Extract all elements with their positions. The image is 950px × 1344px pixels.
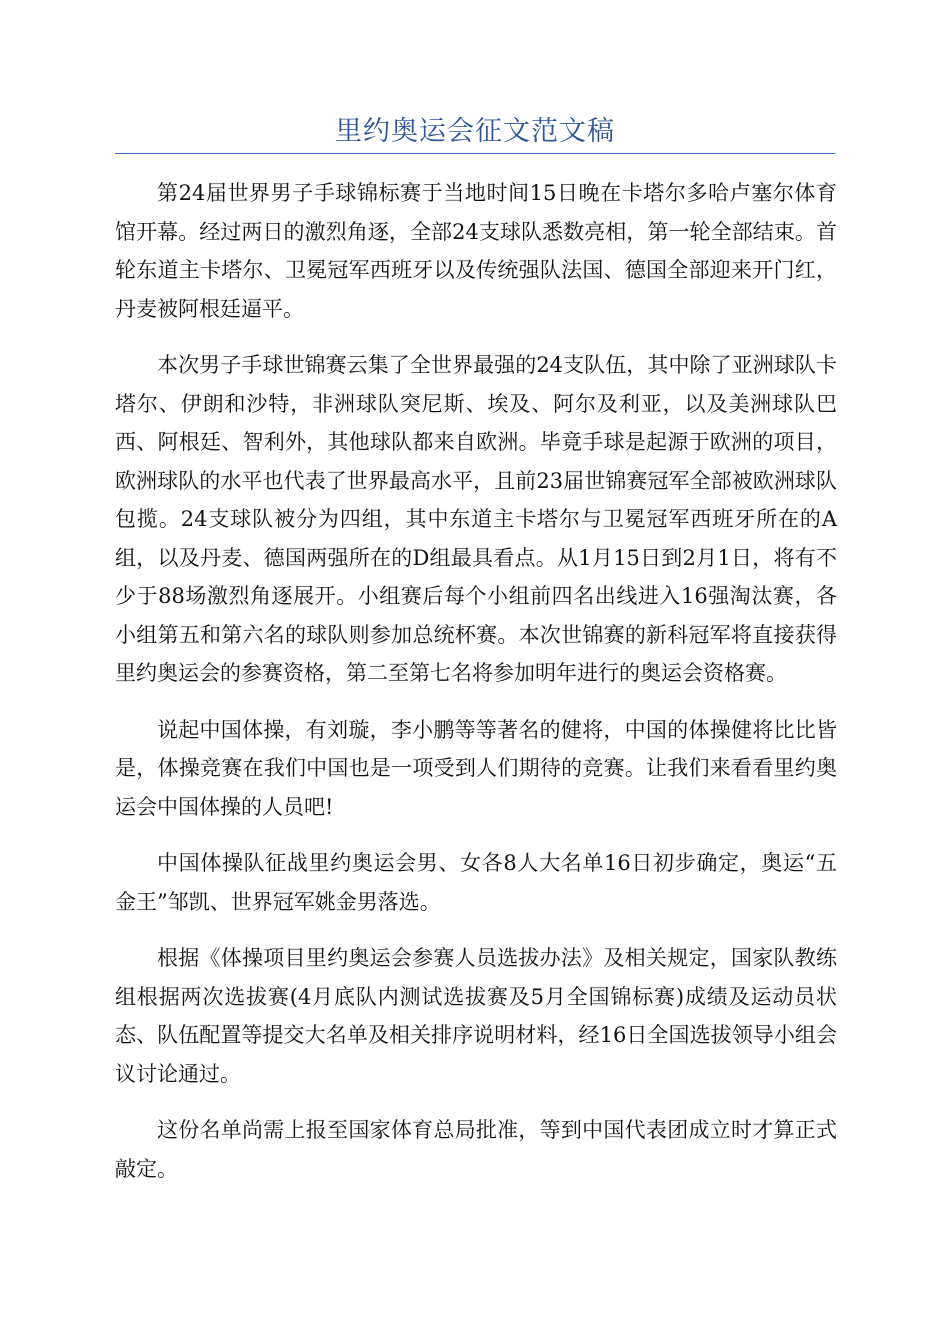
document-body	[115, 174, 837, 1206]
paragraph-5: 根据《体操项目里约奥运会参赛人员选拔办法》及相关规定，国家队教练组根据两次选拔赛(4月底队内测试选拔赛及5月全国锦标赛)成绩及运动员状态、队伍配置等提交大名单及相关排序说明材料，经16日全国选拔领导小组会议讨论通过。	[115, 946, 837, 1086]
paragraph-1: 第24届世界男子手球锦标赛于当地时间15日晚在卡塔尔多哈卢塞尔体育馆开幕。经过两日的激烈角逐，全部24支球队悉数亮相，第一轮全部结束。首轮东道主卡塔尔、卫冕冠军西班牙以及传统强队法国、德国全部迎来开门红，丹麦被阿根廷逼平。	[115, 181, 837, 321]
paragraph-2: 本次男子手球世锦赛云集了全世界最强的24支队伍，其中除了亚洲球队卡塔尔、伊朗和沙特，非洲球队突尼斯、埃及、阿尔及利亚，以及美洲球队巴西、阿根廷、智利外，其他球队都来自欧洲。毕竟手球是起源于欧洲的项目，欧洲球队的水平也代表了世界最高水平，且前23届世锦赛冠军全部被欧洲球队包揽。24支球队被分为四组，其中东道主卡塔尔与卫冕冠军西班牙所在的A组，以及丹麦、德国两强所在的D组最具看点。从1月15日到2月1日，将有不少于88场激烈角逐展开。小组赛后每个小组前四名出线进入16强淘汰赛，各小组第五和第六名的球队则参加总统杯赛。本次世锦赛的新科冠军将直接获得里约奥运会的参赛资格，第二至第七名将参加明年进行的奥运会资格赛。	[115, 353, 837, 685]
document-title: 里约奥运会征文范文稿	[335, 116, 615, 147]
paragraph-6: 这份名单尚需上报至国家体育总局批准，等到中国代表团成立时才算正式敲定。	[115, 1118, 837, 1181]
paragraph-4: 中国体操队征战里约奥运会男、女各8人大名单16日初步确定，奥运“五金王”邹凯、世界冠军姚金男落选。	[115, 851, 837, 914]
title-underline	[115, 153, 835, 154]
paragraph-3: 说起中国体操，有刘璇，李小鹏等等著名的健将，中国的体操健将比比皆是，体操竞赛在我们中国也是一项受到人们期待的竞赛。让我们来看看里约奥运会中国体操的人员吧!	[115, 717, 837, 819]
